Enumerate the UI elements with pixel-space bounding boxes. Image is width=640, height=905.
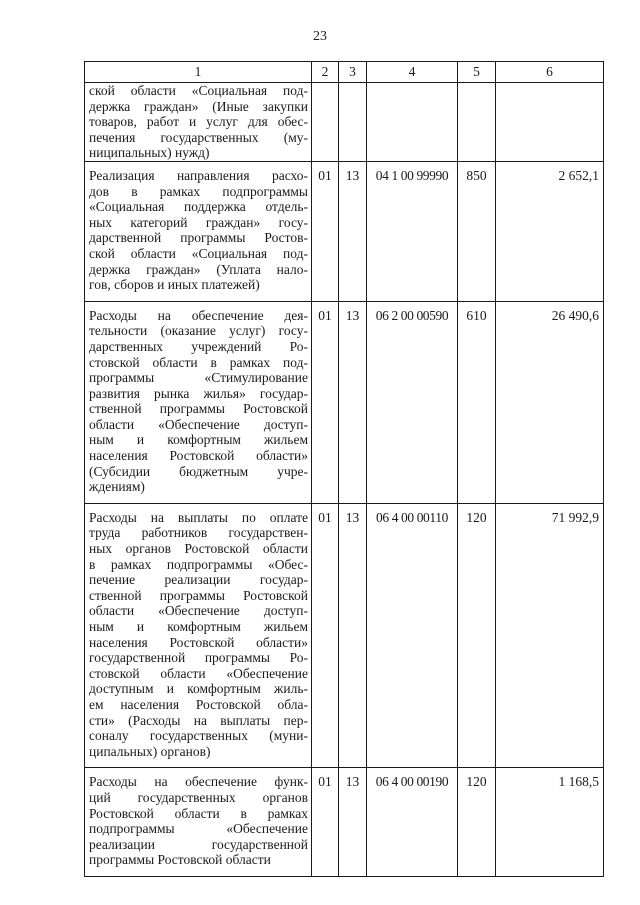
- description-line: «Социальная поддержка отдель-: [89, 199, 308, 215]
- row-section-code: 01: [312, 161, 339, 301]
- description-line: области «Обеспечение доступ-: [89, 603, 308, 619]
- table-row: [85, 768, 604, 877]
- description-line: гов, сборов и иных платежей): [89, 277, 260, 293]
- description-line: программы Ростовской области: [89, 852, 271, 868]
- description-line: печения государственных (му-: [89, 129, 308, 145]
- description-line: ственной программы Ростовской: [89, 401, 308, 417]
- row-description: [85, 768, 312, 877]
- description-line: сти» (Расходы на выплаты пер-: [89, 712, 308, 728]
- description-line: тельности (оказание услуг) госу-: [89, 323, 308, 339]
- description-line: Расходы на выплаты по оплате: [89, 509, 308, 525]
- row-amount: 2 652,1: [496, 161, 604, 301]
- description-line: труда работников государствен-: [89, 525, 308, 541]
- column-header-section: 2: [312, 62, 339, 83]
- description-line: ждениям): [89, 479, 145, 495]
- row-subsection-code: 13: [339, 503, 367, 768]
- description-line: стовской области «Обеспечение: [89, 665, 308, 681]
- description-line: товаров, работ и услуг для обес-: [89, 114, 308, 130]
- row-description: [85, 503, 312, 768]
- description-line: стовской области в рамках под-: [89, 354, 308, 370]
- description-line: дарственных учреждений Ро-: [89, 338, 308, 354]
- description-line: ным и комфортным жильем: [89, 432, 308, 448]
- description-line: населения Ростовской области»: [89, 634, 308, 650]
- table-row: [85, 83, 604, 162]
- description-line: держка граждан» (Уплата нало-: [89, 261, 308, 277]
- column-header-description: 1: [85, 62, 312, 83]
- description-line: подпрограммы «Обеспечение: [89, 821, 308, 837]
- description-line: ем населения Ростовской обла-: [89, 696, 308, 712]
- description-line: в рамках подпрограммы «Обес-: [89, 556, 308, 572]
- row-section-code: 01: [312, 503, 339, 768]
- description-line: Расходы на обеспечение функ-: [89, 774, 308, 790]
- row-section-code: [312, 83, 339, 162]
- table-row: [85, 503, 604, 768]
- description-line: ций государственных органов: [89, 789, 308, 805]
- description-line: населения Ростовской области»: [89, 448, 308, 464]
- description-line: держка граждан» (Иные закупки: [89, 98, 308, 114]
- description-line: дарственной программы Ростов-: [89, 230, 308, 246]
- description-line: ственной программы Ростовской: [89, 587, 308, 603]
- row-amount: 26 490,6: [496, 301, 604, 503]
- row-description: [85, 161, 312, 301]
- description-line: ниципальных) нужд): [89, 145, 210, 161]
- column-header-target-article: 4: [367, 62, 458, 83]
- row-description: [85, 83, 312, 162]
- row-section-code: 01: [312, 768, 339, 877]
- row-subsection-code: [339, 83, 367, 162]
- description-line: развития рынка жилья» государ-: [89, 385, 308, 401]
- row-amount: 71 992,9: [496, 503, 604, 768]
- row-subsection-code: 13: [339, 301, 367, 503]
- description-line: ципальных) органов): [89, 743, 211, 759]
- column-header-amount: 6: [496, 62, 604, 83]
- description-line: Расходы на обеспечение дея-: [89, 307, 308, 323]
- row-target-article-code: 04 1 00 99990: [367, 161, 458, 301]
- description-line: ных категорий граждан» госу-: [89, 214, 308, 230]
- description-line: области «Обеспечение доступ-: [89, 416, 308, 432]
- description-line: (Субсидии бюджетным учре-: [89, 463, 308, 479]
- row-target-article-code: [367, 83, 458, 162]
- table-row: [85, 161, 604, 301]
- description-line: ным и комфортным жильем: [89, 619, 308, 634]
- row-expense-type-code: 610: [458, 301, 496, 503]
- table-header-row: [85, 62, 604, 83]
- row-section-code: 01: [312, 301, 339, 503]
- description-line: Реализация направления расхо-: [89, 167, 308, 183]
- row-amount: [496, 83, 604, 162]
- row-target-article-code: 06 4 00 00190: [367, 768, 458, 877]
- table-row: [85, 301, 604, 503]
- row-description: [85, 301, 312, 503]
- row-subsection-code: 13: [339, 161, 367, 301]
- description-line: дов в рамках подпрограммы: [89, 183, 308, 199]
- budget-table: [84, 61, 604, 877]
- description-line: ской области «Социальная под-: [89, 83, 308, 98]
- description-line: Ростовской области в рамках: [89, 805, 308, 821]
- page-number: 23: [313, 29, 327, 44]
- row-expense-type-code: 120: [458, 768, 496, 877]
- description-line: программы «Стимулирование: [89, 370, 308, 386]
- row-target-article-code: 06 2 00 00590: [367, 301, 458, 503]
- description-line: государственной программы Ро-: [89, 650, 308, 666]
- description-line: ской области «Социальная под-: [89, 245, 308, 261]
- column-header-expense-type: 5: [458, 62, 496, 83]
- row-expense-type-code: [458, 83, 496, 162]
- description-line: соналу государственных (муни-: [89, 728, 308, 744]
- description-line: печение реализации государ-: [89, 572, 308, 588]
- row-amount: 1 168,5: [496, 768, 604, 877]
- description-line: ных органов Ростовской области: [89, 541, 308, 557]
- row-target-article-code: 06 4 00 00110: [367, 503, 458, 768]
- row-expense-type-code: 120: [458, 503, 496, 768]
- row-expense-type-code: 850: [458, 161, 496, 301]
- column-header-subsection: 3: [339, 62, 367, 83]
- description-line: доступным и комфортным жиль-: [89, 681, 308, 697]
- description-line: реализации государственной: [89, 836, 308, 852]
- row-subsection-code: 13: [339, 768, 367, 877]
